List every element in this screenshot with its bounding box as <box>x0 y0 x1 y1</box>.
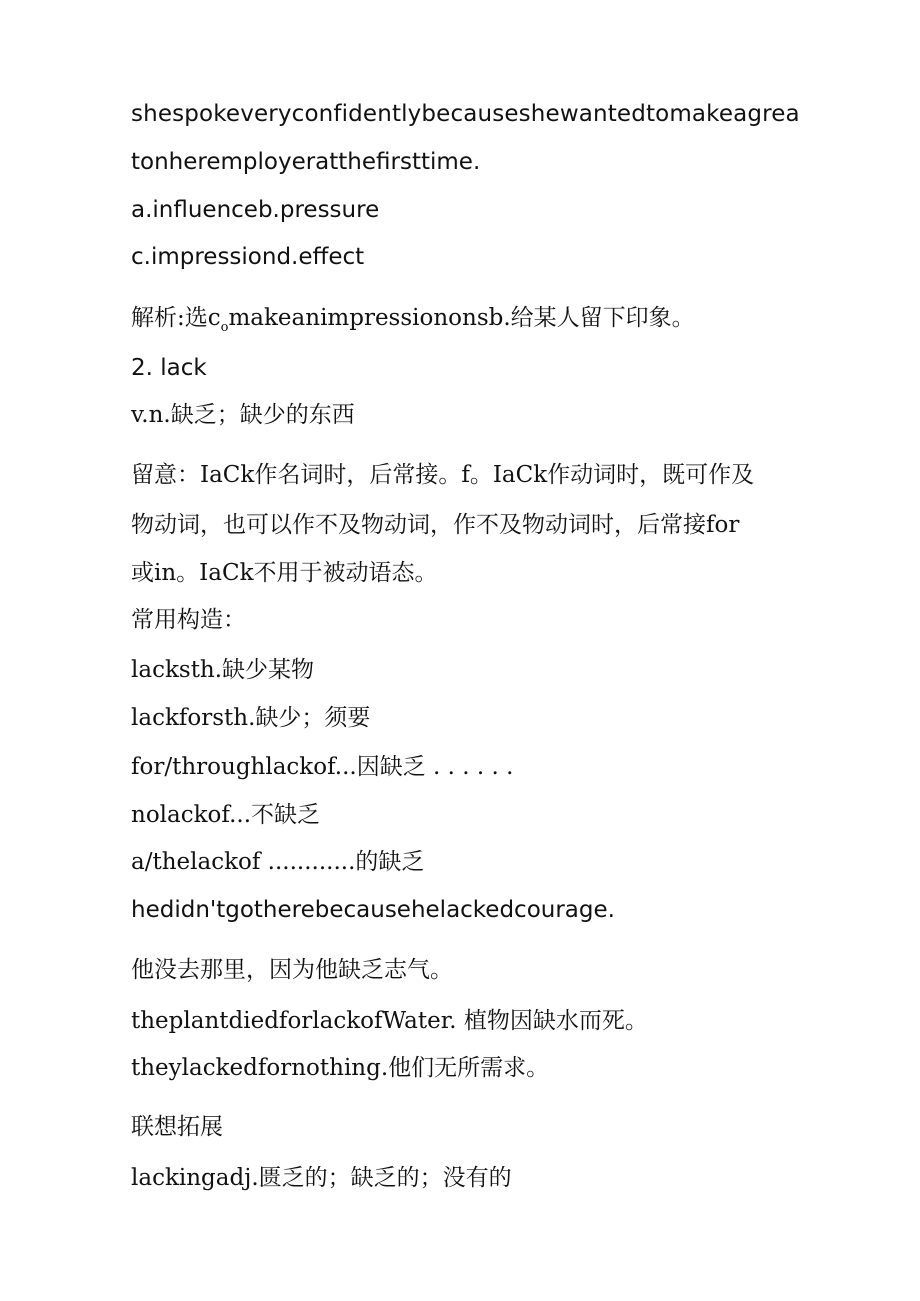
text-line-extension-1: lackingadj.匮乏的；缺乏的；没有的 <box>131 1165 512 1191</box>
text-line-extension-heading: 联想拓展 <box>131 1114 223 1140</box>
text-line-structure-4: nolackof...不缺乏 <box>131 802 321 828</box>
analysis-body: makeanimpressiononsb.给某人留下印象。 <box>228 305 695 331</box>
text-line-option-ab: a.influenceb.pressure <box>131 197 380 223</box>
text-line-note-3: 或in。IaCk不用于被动语态。 <box>131 560 438 586</box>
text-line-example-1-translation: 他没去那里，因为他缺乏志气。 <box>131 957 453 983</box>
text-line-structures-heading: 常用构造： <box>131 607 246 633</box>
text-line-sentence-1: shespokeveryconfidentlybecauseshewantedtomakeagrea <box>131 101 800 127</box>
text-line-structure-5: a/thelackof ............的缺乏 <box>131 849 425 875</box>
text-line-structure-3: for/throughlackof...因缺乏 . . . . . . <box>131 754 514 780</box>
text-line-structure-2: lackforsth.缺少；须要 <box>131 705 371 731</box>
text-line-definition: v.n.缺乏；缺少的东西 <box>131 402 355 428</box>
text-line-analysis <box>131 303 695 337</box>
text-line-example-3: theylackedfornothing.他们无所需求。 <box>131 1055 550 1081</box>
analysis-subscript: o <box>220 320 229 335</box>
analysis-prefix: 解析:选c <box>131 305 221 331</box>
text-line-example-2: theplantdiedforlackofWater. 植物因缺水而死。 <box>131 1008 648 1034</box>
text-line-structure-1: lacksth.缺少某物 <box>131 657 315 683</box>
text-line-heading-lack: 2. lack <box>131 355 207 381</box>
text-line-note-2: 物动词，也可以作不及物动词，作不及物动词时，后常接for <box>131 512 740 538</box>
text-line-note-1: 留意：IaCk作名词时，后常接。f。IaCk作动词时，既可作及 <box>131 462 755 488</box>
text-line-sentence-2: tonheremployeratthefirsttime. <box>131 149 481 175</box>
text-line-example-1: hedidn'tgotherebecausehelackedcourage. <box>131 897 615 923</box>
text-line-option-cd: c.impressiond.effect <box>131 244 365 270</box>
